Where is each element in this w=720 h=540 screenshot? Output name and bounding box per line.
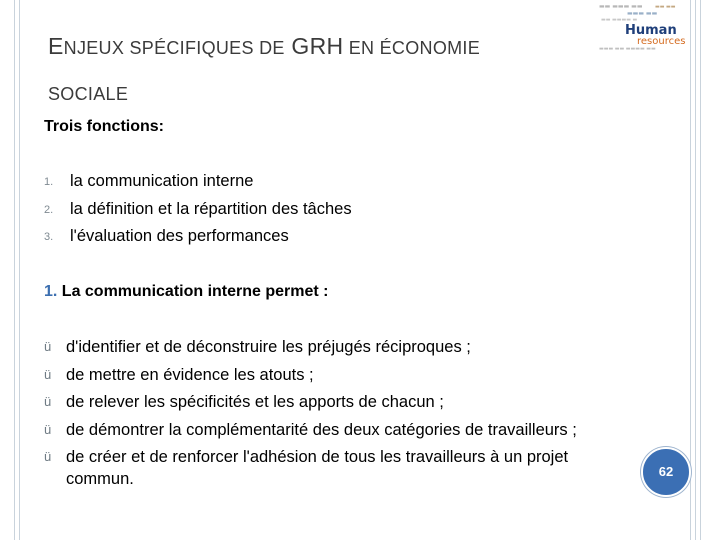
function-text: la définition et la répartition des tâches xyxy=(70,199,352,218)
intro-heading: Trois fonctions: xyxy=(44,118,164,135)
frame-line-right-1 xyxy=(690,0,691,540)
title-segment-3: SOCIALE xyxy=(48,84,129,104)
logo-word-human: Human xyxy=(625,23,677,38)
checklist-text: de relever les spécificités et les apports de chacun ; xyxy=(66,393,444,411)
frame-line-left-inner xyxy=(19,0,20,540)
function-number: 1. xyxy=(44,176,54,188)
benefits-checklist xyxy=(44,336,624,496)
slide-title xyxy=(48,24,608,116)
checklist-item xyxy=(44,364,624,386)
function-number: 3. xyxy=(44,231,54,243)
checklist-text: de démontrer la complémentarité des deux catégories de travailleurs ; xyxy=(66,420,577,439)
title-grh: GRH xyxy=(284,33,344,59)
checklist-text: de mettre en évidence les atouts ; xyxy=(66,365,314,384)
title-segment-2: EN ÉCONOMIE xyxy=(343,38,481,58)
checklist-item xyxy=(44,336,624,358)
title-segment-1: NJEUX SPÉCIFIQUES DE xyxy=(63,38,285,58)
check-mark-icon: ü xyxy=(44,394,52,409)
checklist-item xyxy=(44,419,624,441)
frame-line-left-outer xyxy=(14,0,15,540)
checklist-item xyxy=(44,391,624,413)
page-number-badge: 62 xyxy=(641,447,691,497)
function-number: 2. xyxy=(44,203,54,216)
check-mark-icon: ü xyxy=(44,449,52,464)
check-mark-icon: ü xyxy=(44,366,52,382)
function-text: l'évaluation des performances xyxy=(70,227,289,245)
check-mark-icon: ü xyxy=(44,421,52,437)
title-initial: E xyxy=(48,33,64,59)
checklist-item xyxy=(44,446,624,490)
checklist-text: de créer et de renforcer l'adhésion de tous les travailleurs à un projet commun. xyxy=(66,448,569,488)
check-mark-icon: ü xyxy=(44,339,52,354)
checklist-text: d'identifier et de déconstruire les préjugés réciproques ; xyxy=(66,338,471,356)
subheading-number: 1. xyxy=(44,283,58,300)
subheading-text: La communication interne permet : xyxy=(57,283,329,300)
human-resources-word-cloud-logo: ▬▬ ▬▬▬ ▬▬ ▬▬▬ ▬▬ ▬▬ ▬▬▬▬ ▬ ▬▬▬ ▬▬ ▬▬▬▬ ▬▬ ▬▬ ▬▬ Human resources xyxy=(599,3,686,52)
logo-word-resources: resources xyxy=(637,36,686,47)
subheading xyxy=(44,283,329,301)
function-text: la communication interne xyxy=(70,172,254,190)
frame-line-right-2 xyxy=(695,0,696,540)
frame-line-right-3 xyxy=(700,0,701,540)
